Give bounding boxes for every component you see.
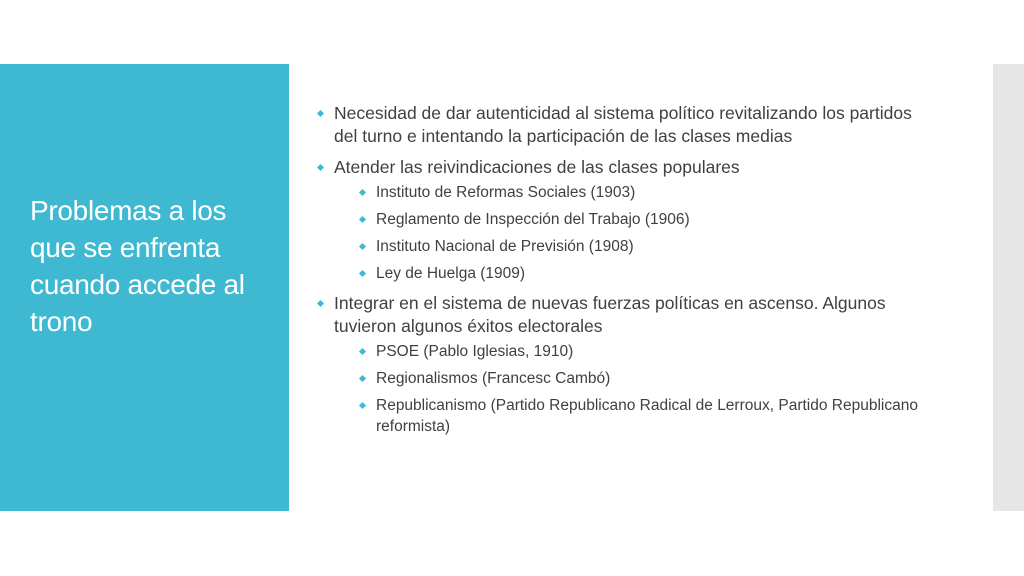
bullet-icon bbox=[317, 164, 324, 171]
bullet-item bbox=[316, 102, 928, 148]
bullet-icon bbox=[317, 300, 324, 307]
slide-title bbox=[30, 192, 280, 340]
side-strip bbox=[993, 64, 1024, 511]
bullet-text: Atender las reivindicaciones de las clases populares bbox=[334, 157, 740, 177]
sub-bullet-item bbox=[334, 368, 928, 389]
bullet-icon bbox=[359, 402, 366, 409]
bullet-icon bbox=[317, 110, 324, 117]
content-area bbox=[316, 102, 928, 445]
bullet-icon bbox=[359, 375, 366, 382]
sub-bullet-text: Ley de Huelga (1909) bbox=[376, 265, 526, 282]
bullet-icon bbox=[359, 243, 366, 250]
bullet-list bbox=[316, 102, 928, 437]
sub-bullet-text: Republicanismo (Partido Republicano Radical de Lerroux, Partido Republicano reformista) bbox=[376, 397, 918, 435]
sub-bullet-text: Reglamento de Inspección del Trabajo (1906) bbox=[376, 211, 690, 228]
sub-bullet-text: PSOE (Pablo Iglesias, 1910) bbox=[376, 343, 574, 360]
bullet-item bbox=[316, 156, 928, 284]
title-line: Problemas a los bbox=[30, 195, 227, 226]
bullet-icon bbox=[359, 348, 366, 355]
title-line: cuando accede al bbox=[30, 269, 245, 300]
sub-bullet-item bbox=[334, 236, 928, 257]
sub-bullet-text: Regionalismos (Francesc Cambó) bbox=[376, 370, 611, 387]
bullet-text: Integrar en el sistema de nuevas fuerzas políticas en ascenso. Algunos tuvieron algunos éxitos electorales bbox=[334, 293, 886, 336]
sub-bullet-item bbox=[334, 263, 928, 284]
sub-bullet-item bbox=[334, 209, 928, 230]
title-line: trono bbox=[30, 306, 93, 337]
sub-bullet-item bbox=[334, 182, 928, 203]
sub-bullet-list bbox=[334, 182, 928, 284]
sub-bullet-item bbox=[334, 395, 928, 437]
title-line: que se enfrenta bbox=[30, 232, 221, 263]
bullet-icon bbox=[359, 189, 366, 196]
bullet-item bbox=[316, 292, 928, 437]
bullet-icon bbox=[359, 216, 366, 223]
sub-bullet-list bbox=[334, 341, 928, 437]
bullet-icon bbox=[359, 270, 366, 277]
bullet-text: Necesidad de dar autenticidad al sistema político revitalizando los partidos del turno e intentando la participación de las clases medias bbox=[334, 103, 912, 146]
sub-bullet-item bbox=[334, 341, 928, 362]
sub-bullet-text: Instituto Nacional de Previsión (1908) bbox=[376, 238, 634, 255]
sub-bullet-text: Instituto de Reformas Sociales (1903) bbox=[376, 184, 636, 201]
